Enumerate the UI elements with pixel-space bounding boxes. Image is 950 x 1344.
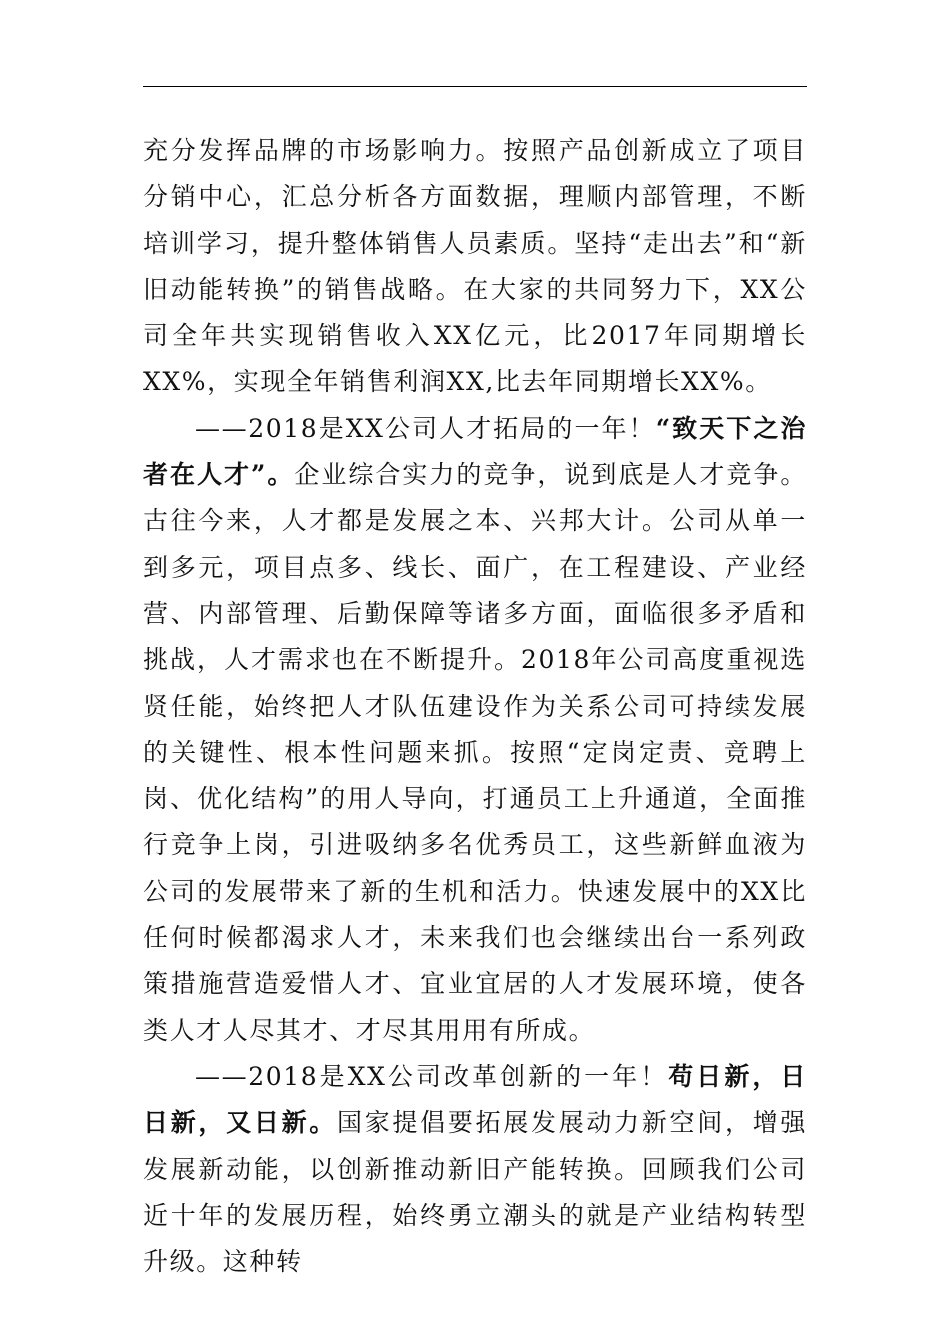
paragraph-talent [143, 406, 807, 1054]
document-body [143, 128, 807, 1285]
paragraph-talent-text: 企业综合实力的竞争，说到底是人才竞争。古往今来，人才都是发展之本、兴邦大计。公司从单一到多元，项目点多、线长、面广，在工程建设、产业经营、内部管理、后勤保障等诸多方面，面临很多矛盾和挑战，人才需求也在不断提升。2018年公司高度重视选贤任能，始终把人才队伍建设作为关系公司可持续发展的关键性、根本性问题来抓。按照“定岗定责、竞聘上岗、优化结构”的用人导向，打通员工上升通道，全面推行竞争上岗，引进吸纳多名优秀员工，这些新鲜血液为公司的发展带来了新的生机和活力。快速发展中的XX比任何时候都渴求人才，未来我们也会继续出台一系列政策措施营造爱惜人才、宜业宜居的人才发展环境，使各类人才人尽其才、才尽其用用有所成。 [143, 460, 807, 1045]
paragraph-talent-quote: “致天下之治者在人才”。 [143, 413, 807, 490]
paragraph-innovation-lead: ——2018是XX公司改革创新的一年！ [195, 1061, 669, 1091]
paragraph-talent-lead: ——2018是XX公司人才拓局的一年！ [195, 413, 656, 443]
header-rule [143, 86, 807, 87]
paragraph-sales [143, 128, 807, 406]
paragraph-sales-text: 充分发挥品牌的市场影响力。按照产品创新成立了项目分销中心，汇总分析各方面数据，理顺内部管理，不断培训学习，提升整体销售人员素质。坚持“走出去”和“新旧动能转换”的销售战略。在大家的共同努力下，XX公司全年共实现销售收入XX亿元，比2017年同期增长XX%，实现全年销售利润XX,比去年同期增长XX%。 [143, 136, 807, 397]
paragraph-innovation [143, 1054, 807, 1285]
paragraph-innovation-quote: 苟日新，日日新，又日新。 [143, 1061, 807, 1138]
paragraph-innovation-text: 国家提倡要拓展发展动力新空间，增强发展新动能，以创新推动新旧产能转换。回顾我们公司近十年的发展历程，始终勇立潮头的就是产业结构转型升级。这种转 [143, 1108, 808, 1277]
